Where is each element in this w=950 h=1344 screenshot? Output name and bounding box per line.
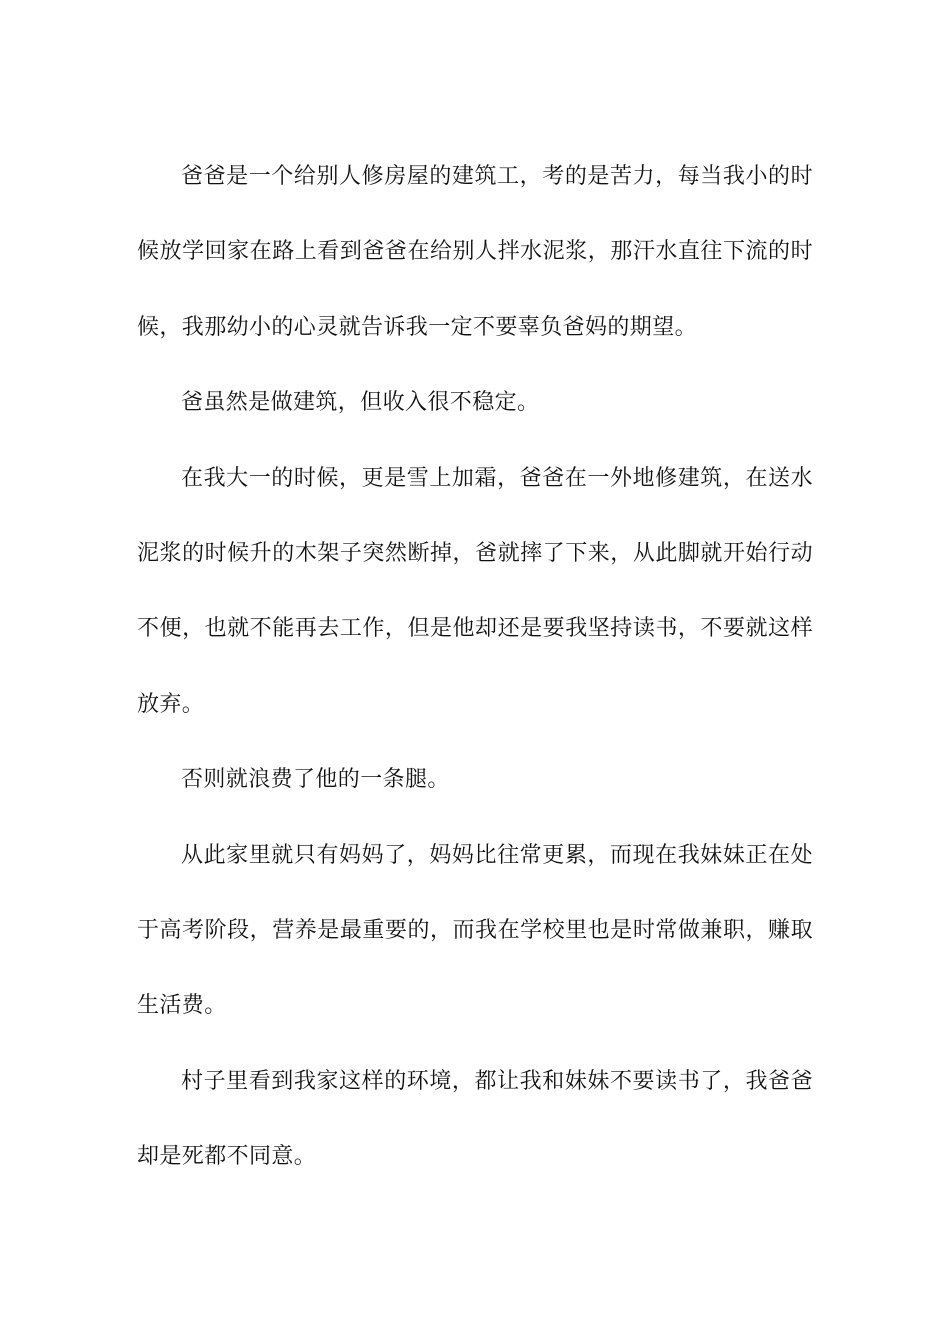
paragraph-4: 否则就浪费了他的一条腿。	[181, 767, 450, 793]
paragraph-5: 从此家里就只有妈妈了，妈妈比往常更累，而现在我妹妹正在处于高考阶段，营养是最重要的，而我在学校里也是时常做兼职，赚取生活费。	[137, 842, 813, 1019]
paragraph-3: 在我大一的时候，更是雪上加霜，爸爸在一外地修建筑，在送水泥浆的时候升的木架子突然断掉，爸就摔了下来，从此脚就开始行动不便，也就不能再去工作，但是他却还是要我坚持读书，不要就这样放弃。	[137, 465, 813, 717]
paragraph-6: 村子里看到我家这样的环境，都让我和妹妹不要读书了，我爸爸却是死都不同意。	[137, 1068, 813, 1170]
paragraph-2: 爸虽然是做建筑，但收入很不稳定。	[181, 390, 540, 416]
paragraph-1: 爸爸是一个给别人修房屋的建筑工，考的是苦力，每当我小的时候放学回家在路上看到爸爸在给别人拌水泥浆，那汗水直往下流的时候，我那幼小的心灵就告诉我一定不要辜负爸妈的期望。	[137, 164, 813, 340]
document-body	[137, 139, 813, 1195]
